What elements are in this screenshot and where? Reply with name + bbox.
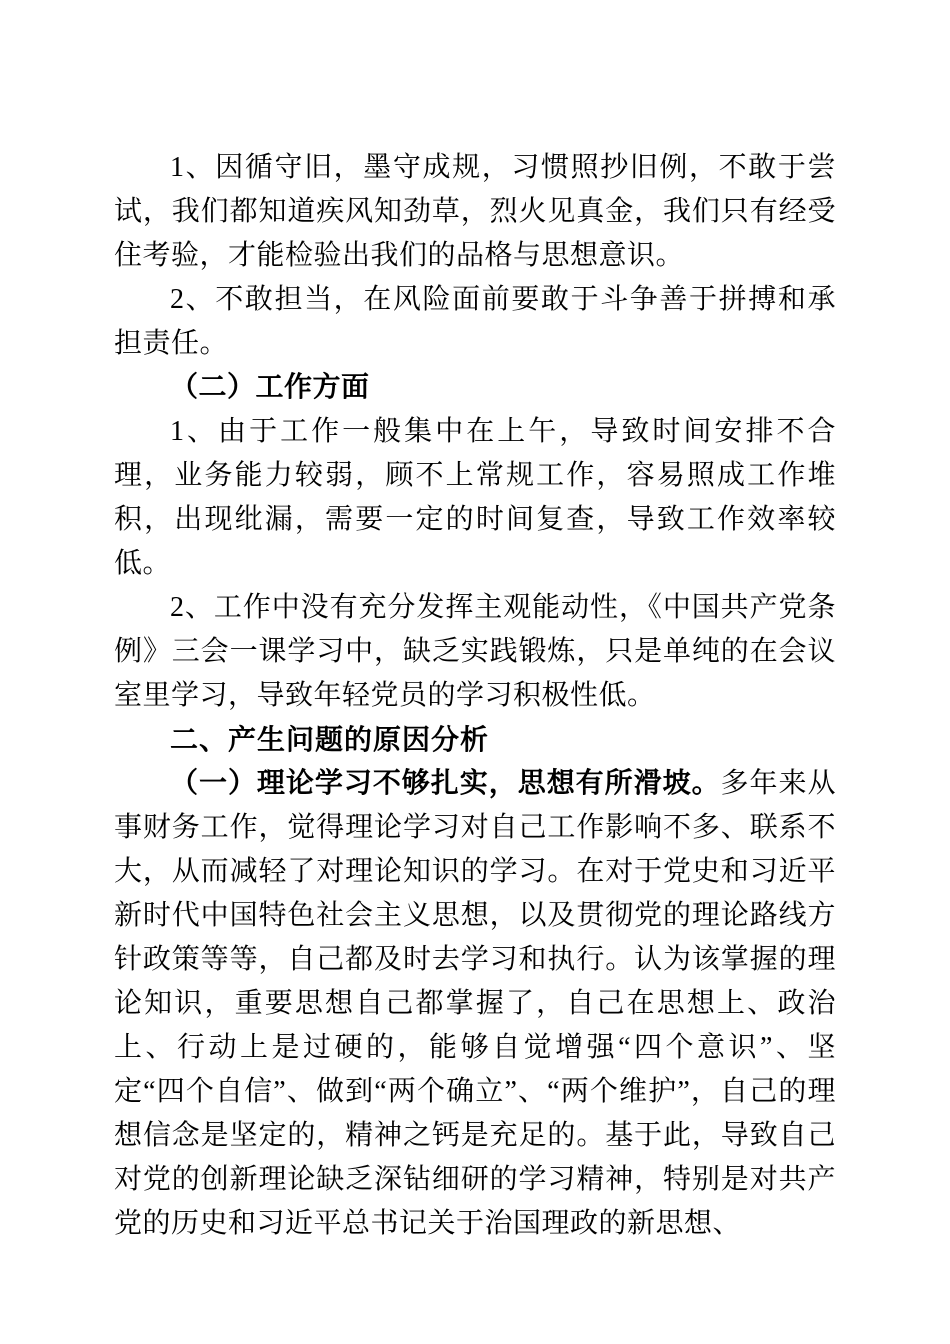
paragraph-shortcoming-1: 1、因循守旧，墨守成规，习惯照抄旧例，不敢于尝试，我们都知道疾风知劲草，烈火见真金，我们只有经受住考验，才能检验出我们的品格与思想意识。: [114, 152, 836, 271]
section-heading-cause-analysis: 二、产生问题的原因分析: [170, 724, 490, 755]
paragraph-cause-analysis-1: [114, 762, 836, 1246]
section-subheading-work: （二）工作方面: [170, 372, 370, 403]
paragraph-work-issue-1: 1、由于工作一般集中在上午，导致时间安排不合理，业务能力较弱，顾不上常规工作，容易照成工作堆积，出现纰漏，需要一定的时间复查，导致工作效率较低。: [114, 416, 836, 579]
paragraph-lead-theory-study: （一）理论学习不够扎实，思想有所滑坡。: [170, 768, 721, 799]
paragraph-shortcoming-2: 2、不敢担当，在风险面前要敢于斗争善于拼搏和承担责任。: [114, 284, 836, 359]
paragraph-work-issue-2: 2、工作中没有充分发挥主观能动性，《中国共产党条例》三会一课学习中，缺乏实践锻炼，只是单纯的在会议室里学习，导致年轻党员的学习积极性低。: [114, 592, 836, 711]
paragraph-body-theory-study: 多年来从事财务工作，觉得理论学习对自己工作影响不多、联系不大，从而减轻了对理论知识的学习。在对于党史和习近平新时代中国特色社会主义思想，以及贯彻党的理论路线方针政策等等，自己都及时去学习和执行。认为该掌握的理论知识，重要思想自己都掌握了，自己在思想上、政治上、行动上是过硬的，能够自觉增强“四个意识”、坚定“四个自信”、做到“两个确立”、“两个维护”，自己的理想信念是坚定的，精神之钙是充足的。基于此，导致自己对党的创新理论缺乏深钻细研的学习精神，特别是对共产党的历史和习近平总书记关于治国理政的新思想、: [114, 768, 836, 1239]
